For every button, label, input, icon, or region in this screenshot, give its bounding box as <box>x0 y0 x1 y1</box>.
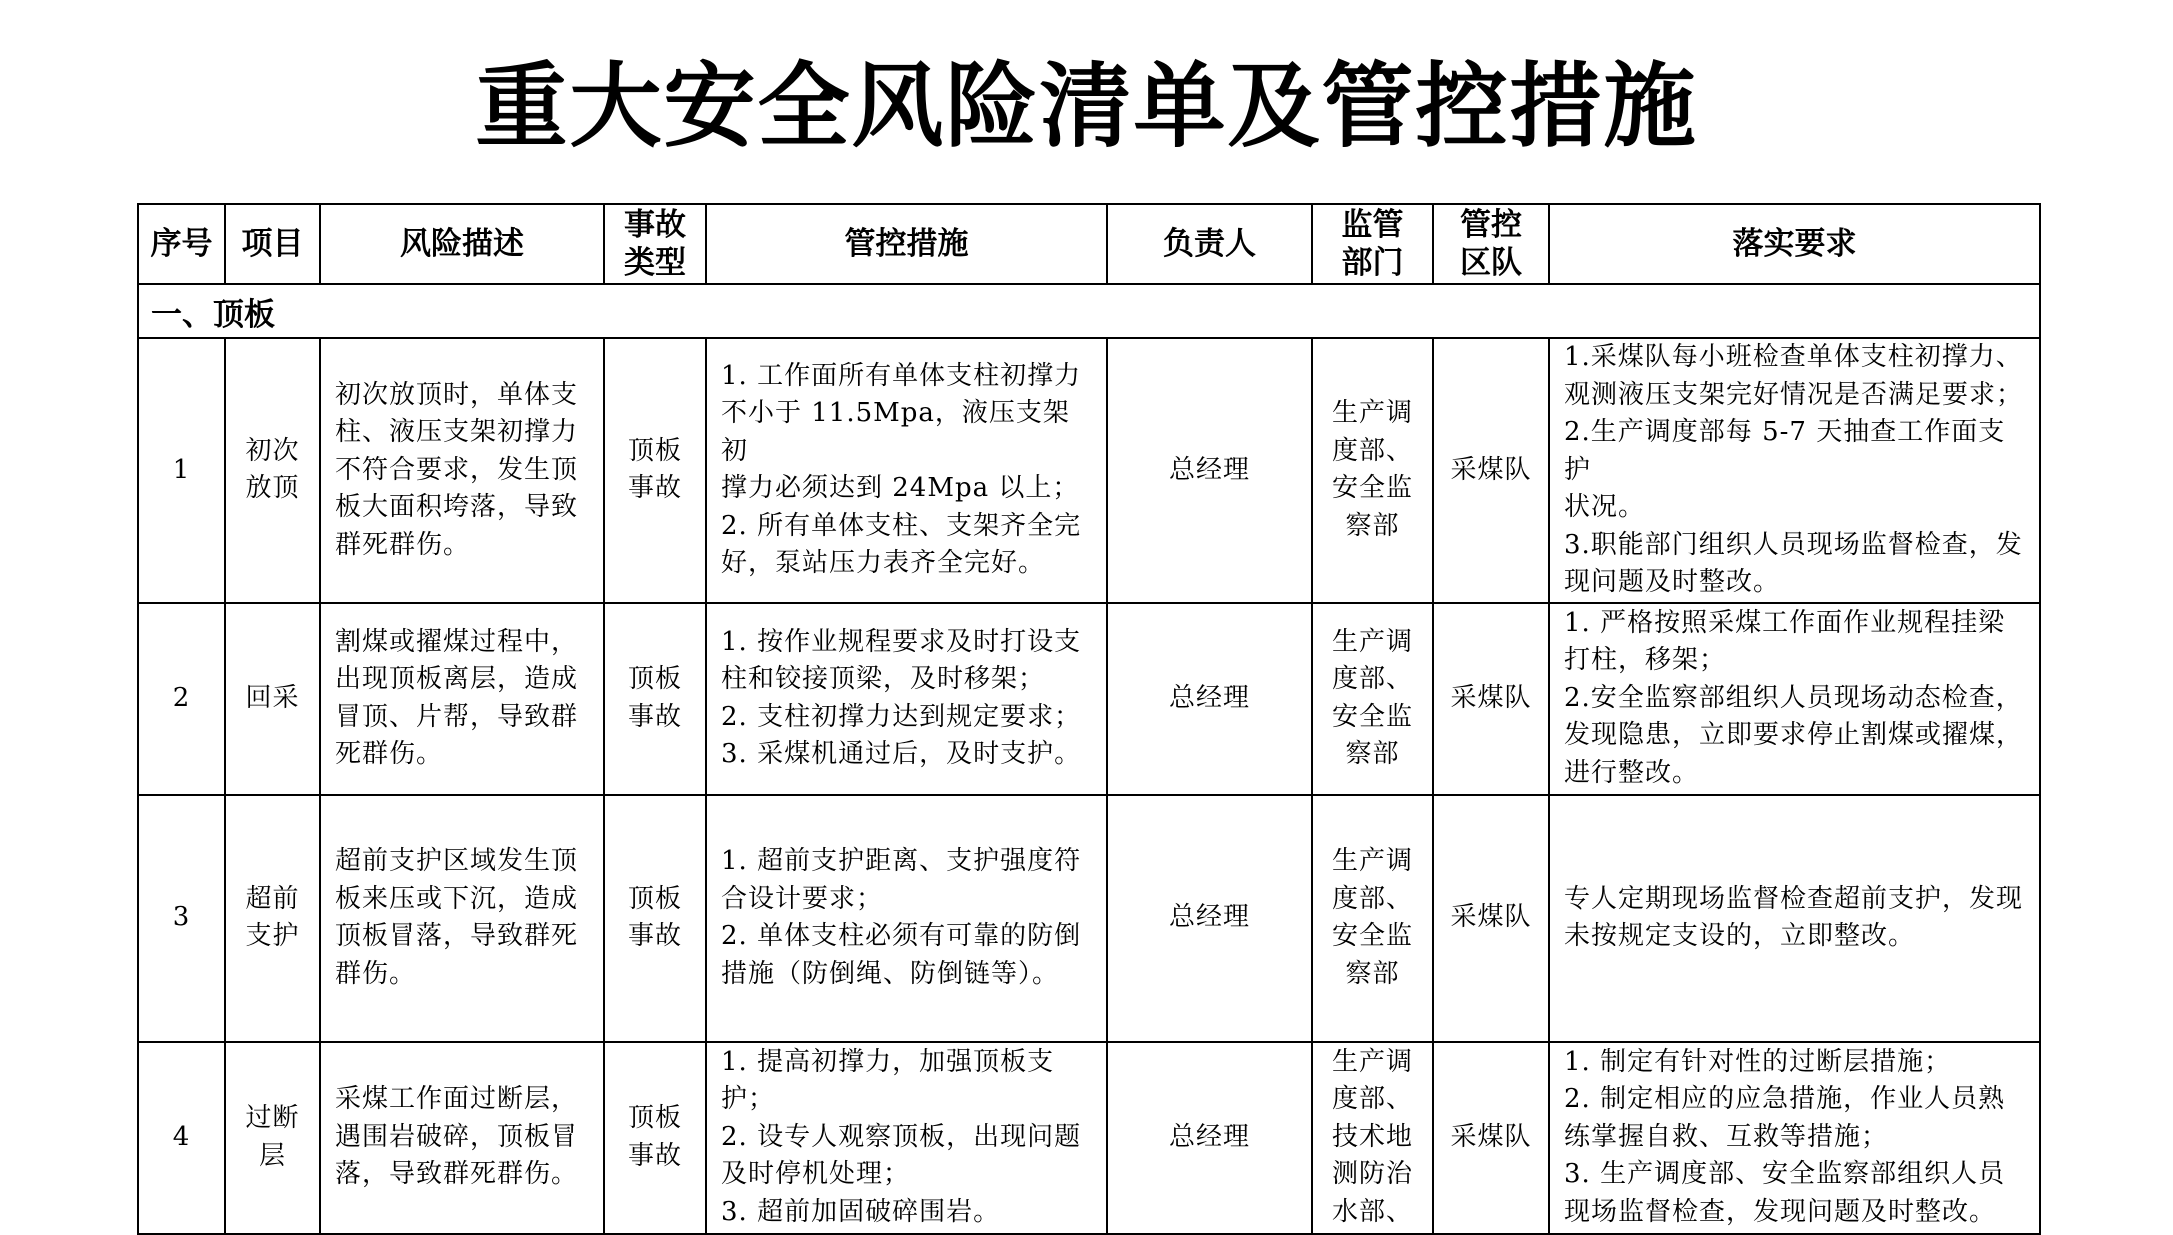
header-risk: 风险描述 <box>320 204 604 284</box>
cell-risk-line: 割煤或擢煤过程中， <box>335 626 579 657</box>
cell-requirements-line: 打柱，移架； <box>1564 645 1727 676</box>
cell-measures-line: 柱和铰接顶梁，及时移架； <box>721 664 1046 694</box>
header-dept-line1: 监管 <box>1341 207 1404 243</box>
cell-risk-line: 顶板冒落，导致群死 <box>335 921 579 951</box>
table-row <box>138 338 2040 603</box>
cell-seq: 3 <box>138 795 225 1042</box>
cell-item-line: 层 <box>258 1140 286 1171</box>
cell-risk-line: 群死群伤。 <box>335 529 471 560</box>
cell-measures-line: 1. 提高初撑力，加强顶板支护； <box>721 1046 1055 1115</box>
header-accident-type-line2: 类型 <box>624 245 686 281</box>
cell-owner: 总经理 <box>1107 338 1312 603</box>
cell-dept-content <box>1313 1043 1432 1233</box>
cell-accident-type <box>604 338 706 603</box>
cell-accident-type-line: 事故 <box>627 473 682 504</box>
header-team <box>1433 204 1549 284</box>
cell-requirements <box>1549 1042 2040 1234</box>
cell-measures-line: 2. 单体支柱必须有可靠的防倒 <box>721 921 1082 951</box>
cell-dept-line: 技术地 <box>1331 1121 1413 1152</box>
cell-item <box>225 338 320 603</box>
header-dept <box>1312 204 1433 284</box>
cell-accident-type <box>604 795 706 1042</box>
cell-item-line: 放顶 <box>245 473 300 504</box>
cell-accident-type <box>604 603 706 795</box>
cell-dept-line: 度部、 <box>1331 883 1413 914</box>
cell-risk-line: 遇围岩破碎，顶板冒 <box>335 1121 579 1152</box>
cell-dept-line: 生产调 <box>1331 846 1413 876</box>
header-requirements: 落实要求 <box>1549 204 2040 284</box>
cell-accident-type-line: 事故 <box>627 921 682 951</box>
cell-team: 采煤队 <box>1433 338 1549 603</box>
cell-risk-line: 出现顶板离层，造成 <box>335 664 579 694</box>
cell-risk-line: 群伤。 <box>335 958 417 989</box>
cell-team: 采煤队 <box>1433 1042 1549 1234</box>
table-header-row <box>138 204 2040 284</box>
cell-item-line: 支护 <box>245 921 300 951</box>
header-dept-line2: 部门 <box>1341 245 1404 281</box>
section-title: 一、顶板 <box>138 284 2040 338</box>
cell-dept <box>1312 338 1433 603</box>
cell-measures-line: 2. 支柱初撑力达到规定要求； <box>721 701 1082 732</box>
cell-dept-line: 安全监 <box>1331 921 1413 951</box>
header-team-line1: 管控 <box>1460 207 1522 243</box>
cell-dept-line: 生产调 <box>1331 1046 1413 1077</box>
cell-measures-line: 合设计要求； <box>721 883 884 914</box>
cell-risk <box>320 603 604 795</box>
cell-accident-type-line: 顶板 <box>627 664 682 694</box>
cell-dept-line: 测防治 <box>1331 1159 1413 1190</box>
cell-accident-type-line: 顶板 <box>627 1103 682 1133</box>
cell-risk <box>320 1042 604 1234</box>
header-seq: 序号 <box>138 204 225 284</box>
cell-requirements-line: 观测液压支架完好情况是否满足要求； <box>1564 379 2024 410</box>
cell-item <box>225 1042 320 1234</box>
cell-accident-type-line: 顶板 <box>627 435 682 466</box>
cell-risk-line: 落，导致群死群伤。 <box>335 1159 579 1190</box>
cell-dept-line: 度部、 <box>1331 435 1413 466</box>
header-accident-type-line1: 事故 <box>624 207 686 243</box>
cell-risk-line: 初次放顶时，单体支 <box>335 379 579 410</box>
cell-dept-line: 生产调 <box>1331 626 1413 657</box>
cell-requirements-line: 现场监督检查，发现问题及时整改。 <box>1564 1196 1997 1227</box>
header-owner: 负责人 <box>1107 204 1312 284</box>
cell-requirements-line: 3.职能部门组织人员现场监督检查，发 <box>1564 529 2023 560</box>
cell-requirements-line: 1. 制定有针对性的过断层措施； <box>1564 1046 1952 1077</box>
cell-requirements-line: 练掌握自救、互救等措施； <box>1564 1121 1889 1152</box>
cell-item-line: 过断 <box>245 1103 300 1133</box>
cell-measures-line: 1. 工作面所有单体支柱初撑力 <box>721 360 1082 391</box>
cell-seq: 4 <box>138 1042 225 1234</box>
cell-measures-line: 3. 采煤机通过后，及时支护。 <box>721 739 1082 769</box>
cell-measures-line: 2. 设专人观察顶板，出现问题 <box>721 1121 1082 1152</box>
cell-dept <box>1312 795 1433 1042</box>
cell-risk <box>320 338 604 603</box>
table-row <box>138 1042 2040 1234</box>
cell-accident-type <box>604 1042 706 1234</box>
header-accident-type <box>604 204 706 284</box>
cell-dept-line: 度部、 <box>1331 1084 1413 1115</box>
cell-accident-type-line: 顶板 <box>627 883 682 914</box>
cell-requirements <box>1549 603 2040 795</box>
cell-requirements <box>1549 338 2040 603</box>
cell-requirements-line: 未按规定支设的，立即整改。 <box>1564 921 1916 951</box>
cell-requirements-line: 2.安全监察部组织人员现场动态检查， <box>1564 682 2023 713</box>
header-measures: 管控措施 <box>706 204 1107 284</box>
cell-risk <box>320 795 604 1042</box>
cell-seq: 1 <box>138 338 225 603</box>
cell-requirements <box>1549 795 2040 1042</box>
cell-item <box>225 603 320 795</box>
cell-measures-line: 不小于 11.5Mpa，液压支架初 <box>721 398 1070 466</box>
cell-owner: 总经理 <box>1107 795 1312 1042</box>
cell-requirements-line: 1.采煤队每小班检查单体支柱初撑力、 <box>1564 342 2023 372</box>
cell-requirements-line: 2.生产调度部每 5-7 天抽查工作面支护 <box>1564 417 2006 485</box>
cell-requirements-line: 发现隐患，立即要求停止割煤或擢煤， <box>1564 720 2024 751</box>
cell-team: 采煤队 <box>1433 603 1549 795</box>
cell-item-line: 初次 <box>245 435 300 466</box>
cell-dept-line: 安全监 <box>1331 473 1413 504</box>
cell-requirements-line: 现问题及时整改。 <box>1564 567 1781 597</box>
cell-risk-line: 柱、液压支架初撑力 <box>335 417 579 447</box>
page-title: 重大安全风险清单及管控措施 <box>475 53 1698 160</box>
cell-accident-type-line: 事故 <box>627 1140 682 1171</box>
cell-risk-line: 冒顶、片帮，导致群 <box>335 701 579 732</box>
cell-requirements-line: 进行整改。 <box>1564 757 1700 788</box>
cell-seq: 2 <box>138 603 225 795</box>
cell-requirements-line: 1. 严格按照采煤工作面作业规程挂梁 <box>1564 607 2006 638</box>
cell-measures-line: 1. 按作业规程要求及时打设支 <box>721 626 1082 657</box>
cell-item-line: 回采 <box>245 682 300 713</box>
cell-measures-line: 撑力必须达到 24Mpa 以上； <box>721 473 1080 504</box>
cell-dept-line: 察部 <box>1345 739 1400 769</box>
cell-measures <box>706 603 1107 795</box>
cell-requirements-line: 2. 制定相应的应急措施，作业人员熟 <box>1564 1084 2006 1115</box>
cell-dept-line: 度部、 <box>1331 664 1413 694</box>
header-team-line2: 区队 <box>1460 245 1522 281</box>
cell-measures-line: 2. 所有单体支柱、支架齐全完 <box>721 510 1082 541</box>
cell-item-line: 超前 <box>245 883 300 914</box>
cell-team: 采煤队 <box>1433 795 1549 1042</box>
cell-risk-line: 采煤工作面过断层， <box>335 1084 579 1115</box>
cell-risk-line: 不符合要求，发生顶 <box>335 454 579 485</box>
cell-requirements-line: 3. 生产调度部、安全监察部组织人员 <box>1564 1159 2006 1190</box>
cell-measures-line: 措施（防倒绳、防倒链等）。 <box>721 958 1060 989</box>
cell-dept-line: 察部 <box>1345 510 1400 541</box>
cell-dept-line: 察部 <box>1345 958 1400 989</box>
cell-requirements-line: 状况。 <box>1564 492 1646 522</box>
table-row <box>138 795 2040 1042</box>
cell-item <box>225 795 320 1042</box>
cell-risk-line: 超前支护区域发生顶 <box>335 846 579 876</box>
cell-risk-line: 板大面积垮落，导致 <box>335 492 579 522</box>
cell-accident-type-line: 事故 <box>627 701 682 732</box>
cell-requirements-line: 专人定期现场监督检查超前支护，发现 <box>1564 883 2024 914</box>
risk-table <box>137 203 2041 1235</box>
cell-owner: 总经理 <box>1107 603 1312 795</box>
cell-measures <box>706 338 1107 603</box>
cell-dept-line: 安全监 <box>1331 701 1413 732</box>
section-row <box>138 284 2040 338</box>
cell-measures-line: 3. 超前加固破碎围岩。 <box>721 1196 1001 1227</box>
cell-measures <box>706 1042 1107 1234</box>
table-row <box>138 603 2040 795</box>
header-item: 项目 <box>225 204 320 284</box>
cell-dept-line: 水部、 <box>1331 1196 1413 1227</box>
cell-measures-line: 1. 超前支护距离、支护强度符 <box>721 846 1082 876</box>
cell-risk-line: 死群伤。 <box>335 739 444 769</box>
cell-measures-line: 及时停机处理； <box>721 1159 911 1190</box>
cell-owner: 总经理 <box>1107 1042 1312 1234</box>
cell-measures-line: 好，泵站压力表齐全完好。 <box>721 548 1046 579</box>
cell-dept <box>1312 603 1433 795</box>
cell-dept-line: 生产调 <box>1331 398 1413 429</box>
cell-measures <box>706 795 1107 1042</box>
cell-risk-line: 板来压或下沉，造成 <box>335 883 579 914</box>
cell-dept <box>1312 1042 1433 1234</box>
